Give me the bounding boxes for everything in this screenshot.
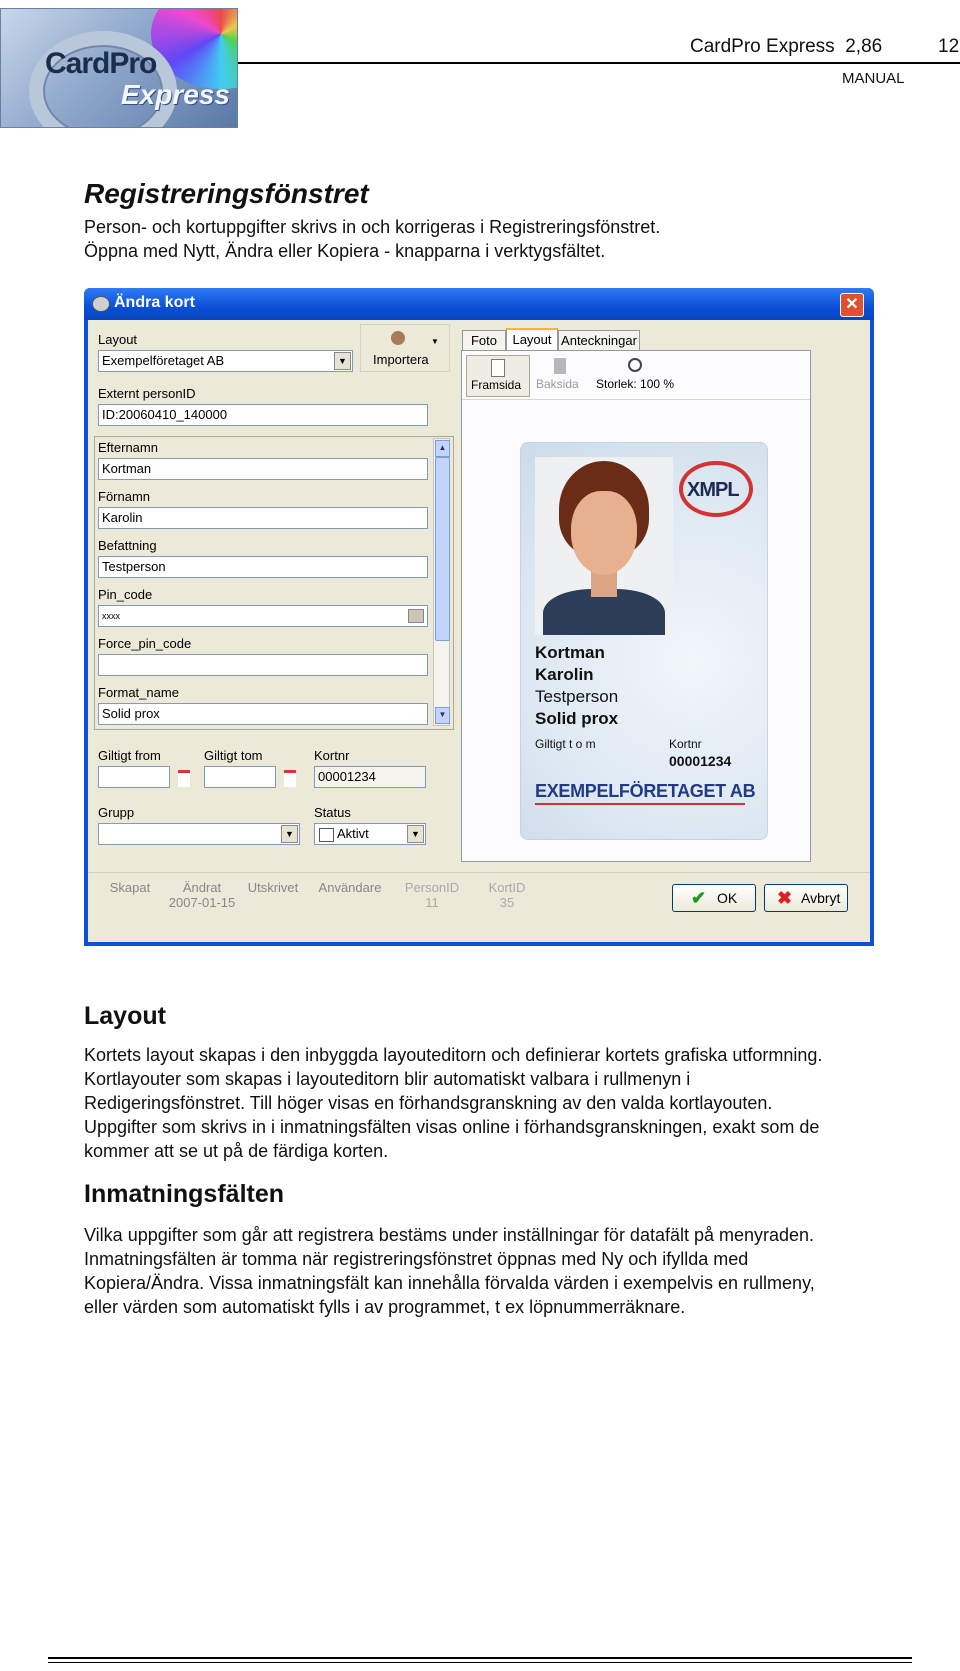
scroll-down-icon[interactable]: ▼: [435, 707, 450, 724]
cardpro-express-logo: [0, 8, 238, 128]
stat-personid: [402, 880, 462, 910]
scrollbar-thumb[interactable]: [435, 457, 450, 641]
magnifier-icon: [628, 358, 642, 372]
section-heading-inmatningsfalten: Inmatningsfälten: [84, 1180, 285, 1208]
layout-select[interactable]: [98, 350, 353, 372]
cancel-button[interactable]: [764, 884, 848, 912]
back-side-button[interactable]: [532, 355, 590, 395]
stat-andrat: [164, 880, 240, 910]
inmatning-line-2: Inmatningsfälten är tomma när registreringsfönstret öppnas med Ny och ifyllda med: [84, 1249, 749, 1269]
edit-card-dialog: [84, 288, 874, 946]
card-underline: [535, 803, 745, 805]
tab-foto[interactable]: Foto: [462, 330, 506, 351]
dialog-title: Ändra kort: [114, 294, 195, 311]
giltigt-from-label: Giltigt from: [98, 748, 161, 763]
header-subtitle: MANUAL: [842, 70, 905, 87]
layout-line-2: Kortlayouter som skapas i layouteditorn blir automatiskt valbara i rullmenyn i: [84, 1069, 691, 1089]
stat-kortid: [482, 880, 532, 910]
pin-code-value: xxxx: [102, 611, 120, 621]
stat-label: PersonID: [404, 880, 460, 895]
field-label-efternamn: Efternamn: [98, 440, 158, 455]
dialog-titlebar[interactable]: [84, 288, 874, 320]
field-label-pin-code: Pin_code: [98, 587, 153, 602]
giltigt-tom-label: Giltigt tom: [204, 748, 263, 763]
logo-word-cardpro: CardPro: [45, 47, 157, 80]
grupp-select[interactable]: [98, 823, 300, 845]
section-heading-registreringsfonstret: Registreringsfönstret: [84, 178, 369, 209]
stat-value: 11: [425, 895, 439, 910]
inmatning-line-3: Kopiera/Ändra. Vissa inmatningsfält kan innehålla förvalda värden i exempelvis en rullmeny,: [84, 1273, 815, 1293]
stat-value: 35: [499, 895, 515, 910]
tab-anteckningar[interactable]: Anteckningar: [558, 330, 640, 351]
layout-line-1: Kortets layout skapas i den inbyggda layouteditorn och definierar kortets grafiska utformning.: [84, 1045, 823, 1065]
checkmark-icon: ✔: [691, 888, 707, 908]
giltigt-from-field[interactable]: [98, 766, 170, 788]
format-name-field[interactable]: Solid prox: [98, 703, 428, 725]
status-value: Aktivt: [337, 826, 369, 841]
import-label: Importera: [373, 352, 429, 367]
status-label: Status: [314, 805, 351, 820]
size-button[interactable]: [592, 355, 692, 395]
footer-rule: [48, 1657, 912, 1659]
app-icon: [92, 296, 110, 312]
card-kortnr-label: Kortnr: [669, 737, 702, 751]
header-rule: [238, 62, 960, 64]
stat-label: Skapat: [109, 880, 151, 895]
card-lastname: Kortman: [535, 643, 605, 662]
force-pin-code-field[interactable]: [98, 654, 428, 676]
befattning-field[interactable]: Testperson: [98, 556, 428, 578]
card-photo: [535, 457, 673, 635]
extern-personid-field[interactable]: ID:20060410_140000: [98, 404, 428, 426]
layout-label: Layout: [98, 332, 138, 347]
layout-line-3: Redigeringsfönstret. Till höger visas en förhandsgranskning av den valda kortlayouten.: [84, 1093, 773, 1113]
stat-label: Användare: [318, 880, 382, 895]
intro-line-2: Öppna med Nytt, Ändra eller Kopiera - knapparna i verktygsfältet.: [84, 241, 606, 261]
back-side-label: Baksida: [536, 377, 579, 391]
pin-code-field[interactable]: [98, 605, 428, 627]
inmatning-line-1: Vilka uppgifter som går att registrera bestäms under inställningar för datafält på menyraden.: [84, 1225, 815, 1245]
status-select[interactable]: [314, 823, 426, 845]
scroll-up-icon[interactable]: ▲: [435, 440, 450, 457]
fornamn-field[interactable]: Karolin: [98, 507, 428, 529]
cancel-label: Avbryt: [801, 890, 841, 906]
card-kortnr: 00001234: [669, 753, 732, 769]
chevron-down-icon[interactable]: ▼: [407, 825, 424, 843]
field-label-format-name: Format_name: [98, 685, 179, 700]
stat-anvandare: [314, 880, 386, 895]
front-side-button[interactable]: [466, 355, 530, 397]
card-valid-label: Giltigt t o m: [535, 737, 596, 751]
field-label-fornamn: Förnamn: [98, 489, 151, 504]
chevron-down-icon[interactable]: ▼: [281, 825, 298, 843]
stat-skapat: [102, 880, 158, 895]
field-label-force-pin-code: Force_pin_code: [98, 636, 192, 651]
keypad-icon[interactable]: [408, 609, 424, 623]
chevron-down-icon[interactable]: ▼: [334, 352, 351, 370]
intro-line-1: Person- och kortuppgifter skrivs in och korrigeras i Registreringsfönstret.: [84, 217, 661, 237]
ok-label: OK: [717, 890, 738, 906]
stat-utskrivet: [240, 880, 306, 895]
card-back-icon: [554, 358, 566, 374]
card-role: Testperson: [535, 687, 619, 706]
stat-label: Ändrat: [182, 880, 222, 895]
stat-label: Utskrivet: [247, 880, 299, 895]
field-label-befattning: Befattning: [98, 538, 157, 553]
card-format: Solid prox: [535, 709, 619, 728]
grupp-label: Grupp: [98, 805, 135, 820]
section-heading-layout: Layout: [84, 1002, 166, 1030]
close-button[interactable]: ✕: [840, 293, 864, 317]
card-company: EXEMPELFÖRETAGET AB: [535, 781, 756, 801]
kortnr-field[interactable]: 00001234: [314, 766, 426, 788]
giltigt-tom-field[interactable]: [204, 766, 276, 788]
person-icon: [391, 331, 405, 345]
efternamn-field[interactable]: Kortman: [98, 458, 428, 480]
calendar-icon[interactable]: [284, 770, 296, 787]
footer-rule-thin: [48, 1662, 912, 1663]
stat-value: 2007-01-15: [168, 895, 236, 910]
card-front-icon: [491, 359, 505, 377]
cross-icon: ✖: [777, 888, 793, 908]
ok-button[interactable]: [672, 884, 756, 912]
kortnr-label: Kortnr: [314, 748, 350, 763]
chevron-down-icon[interactable]: ▼: [431, 337, 439, 346]
dialog-client-area: [88, 320, 870, 942]
layout-select-value: Exempelföretaget AB: [102, 353, 225, 368]
status-checkbox-icon: [319, 828, 334, 842]
calendar-icon[interactable]: [178, 770, 190, 787]
card-firstname: Karolin: [535, 665, 594, 684]
company-logo-text: XMPL: [687, 479, 739, 501]
layout-line-5: kommer att se ut på de färdiga korten.: [84, 1141, 389, 1161]
inmatning-line-4: eller värden som automatiskt fylls i av programmet, t ex löpnummerräknare.: [84, 1297, 686, 1317]
stat-label: KortID: [488, 880, 526, 895]
header-title: CardPro Express 2,86: [690, 36, 883, 57]
extern-personid-label: Externt personID: [98, 386, 196, 401]
fields-scrollbar[interactable]: [433, 438, 450, 726]
tab-layout[interactable]: Layout: [506, 328, 558, 353]
size-label: Storlek: 100 %: [596, 377, 675, 391]
logo-word-express: Express: [121, 79, 230, 110]
card-preview: [520, 442, 768, 840]
import-button[interactable]: [360, 324, 450, 372]
layout-line-4: Uppgifter som skrivs in i inmatningsfälten visas online i förhandsgranskningen, exakt som de: [84, 1117, 820, 1137]
front-side-label: Framsida: [471, 378, 522, 392]
page-number: 12: [938, 36, 960, 57]
